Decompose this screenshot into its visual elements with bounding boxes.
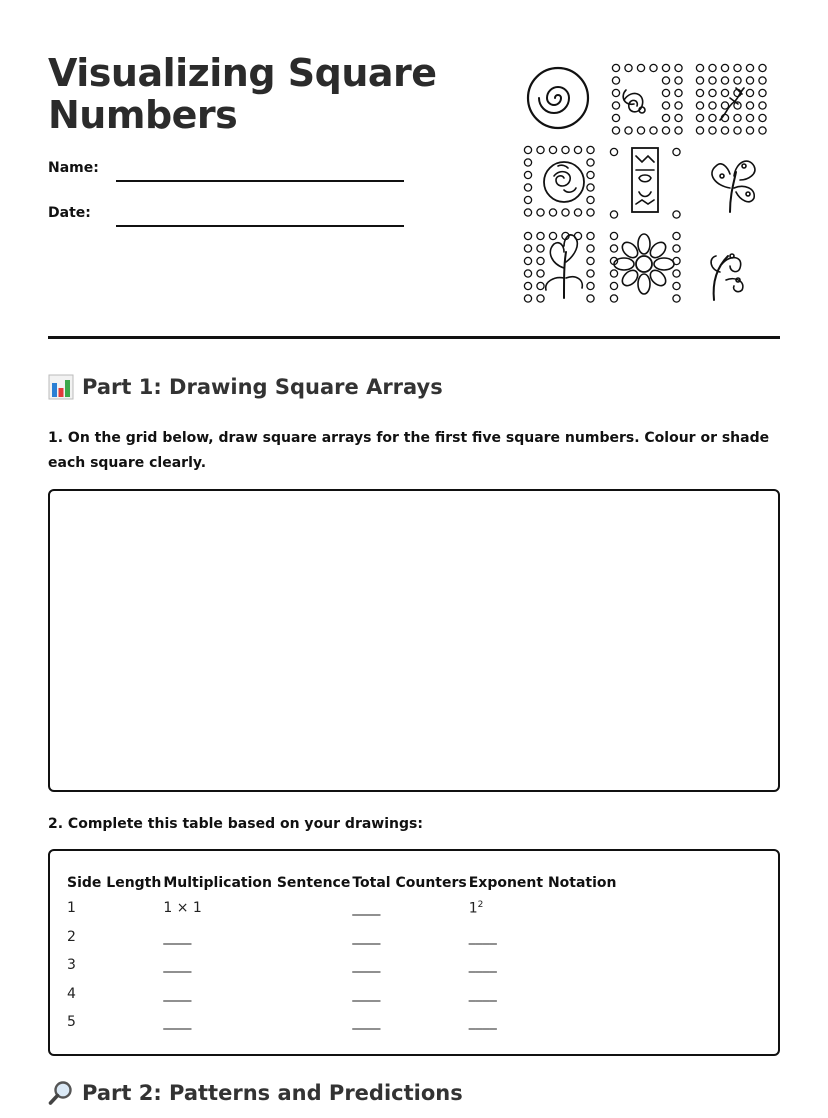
pattern-dot — [675, 77, 682, 84]
pattern-dot — [662, 89, 669, 96]
pattern-dot — [746, 127, 753, 134]
pattern-dot — [524, 270, 531, 277]
pattern-dot — [746, 102, 753, 109]
pattern-dot — [537, 257, 544, 264]
pattern-dot — [721, 89, 728, 96]
part2-heading-text: Part 2: Patterns and Predictions — [82, 1081, 463, 1105]
pattern-dot — [612, 77, 619, 84]
total-counters-cell[interactable]: ____ — [352, 957, 381, 974]
pattern-dot — [612, 64, 619, 71]
pattern-dot — [524, 257, 531, 264]
pattern-dot — [746, 114, 753, 121]
pattern-dot — [524, 232, 531, 239]
column-header: Multiplication Sentence — [163, 875, 351, 891]
pattern-dot — [610, 232, 617, 239]
pattern-dot — [696, 127, 703, 134]
pattern-dot — [650, 64, 657, 71]
table-row — [67, 951, 619, 980]
table-row — [67, 980, 619, 1009]
pattern-dot — [587, 295, 594, 302]
pattern-dot — [675, 89, 682, 96]
pattern-dot — [587, 184, 594, 191]
pattern-dot — [673, 270, 680, 277]
pattern-dot — [734, 127, 741, 134]
exponent-cell[interactable]: ____ — [468, 928, 497, 945]
pattern-dot — [709, 114, 716, 121]
pattern-dot — [574, 209, 581, 216]
total-counters-cell[interactable]: ____ — [352, 1014, 381, 1031]
table-row — [67, 1008, 619, 1037]
name-label: Name: — [48, 160, 99, 176]
pattern-dot — [721, 77, 728, 84]
pattern-dot — [759, 127, 766, 134]
pattern-dot — [696, 89, 703, 96]
pattern-dot — [675, 127, 682, 134]
square-numbers-table — [67, 872, 619, 1037]
side-length-cell: 1 — [67, 900, 76, 917]
bar-chart-icon — [48, 374, 74, 400]
multiplication-cell[interactable]: ____ — [163, 928, 192, 945]
side-length-cell: 4 — [67, 985, 76, 1002]
pattern-dot — [709, 127, 716, 134]
pattern-dot — [734, 77, 741, 84]
pattern-dot — [662, 102, 669, 109]
pattern-dot — [709, 77, 716, 84]
pattern-dot — [587, 282, 594, 289]
multiplication-cell[interactable]: ____ — [163, 957, 192, 974]
multiplication-cell: 1 × 1 — [163, 900, 202, 917]
pattern-dot — [612, 127, 619, 134]
pattern-dot — [549, 209, 556, 216]
pattern-dot — [662, 64, 669, 71]
pattern-dot — [673, 232, 680, 239]
pattern-dot — [746, 77, 753, 84]
pattern-dot — [587, 257, 594, 264]
exponent-cell — [469, 894, 619, 923]
pattern-dot — [709, 102, 716, 109]
pattern-dot — [574, 146, 581, 153]
pattern-dot — [549, 232, 556, 239]
pattern-dot — [524, 245, 531, 252]
multiplication-cell[interactable]: ____ — [163, 1014, 192, 1031]
magnifying-glass-icon — [48, 1080, 74, 1106]
pattern-dot — [746, 64, 753, 71]
column-header: Exponent Notation — [468, 875, 617, 891]
side-length-cell: 3 — [67, 957, 76, 974]
pattern-dot — [524, 159, 531, 166]
pattern-dot — [610, 295, 617, 302]
pattern-dot — [759, 114, 766, 121]
table-header-row — [67, 872, 619, 894]
pattern-dot — [537, 232, 544, 239]
pattern-dot — [562, 146, 569, 153]
pattern-dot — [587, 209, 594, 216]
pattern-dot — [524, 196, 531, 203]
pattern-dot — [675, 64, 682, 71]
pattern-dot — [721, 127, 728, 134]
pattern-dot — [524, 171, 531, 178]
multiplication-cell[interactable]: ____ — [163, 985, 192, 1002]
pattern-dot — [537, 295, 544, 302]
pattern-dot — [734, 114, 741, 121]
pattern-dot — [610, 211, 617, 218]
total-counters-cell[interactable]: ____ — [352, 928, 381, 945]
pattern-dot — [524, 146, 531, 153]
pattern-dot — [587, 159, 594, 166]
pattern-dot — [673, 148, 680, 155]
pattern-dot — [537, 282, 544, 289]
pattern-dot — [734, 64, 741, 71]
pattern-dot — [709, 64, 716, 71]
pattern-dot — [537, 245, 544, 252]
table-row — [67, 894, 619, 923]
pattern-dot — [696, 102, 703, 109]
exponent-cell[interactable]: ____ — [468, 957, 497, 974]
total-counters-cell[interactable]: ____ — [352, 900, 381, 917]
question-1: 1. On the grid below, draw square arrays for the first five square numbers. Colour or shade each square clearly. — [48, 430, 770, 471]
question-2: 2. Complete this table based on your drawings: — [48, 816, 423, 832]
pattern-dot — [721, 64, 728, 71]
pattern-dot — [662, 127, 669, 134]
pattern-dot — [662, 77, 669, 84]
pattern-dot — [696, 77, 703, 84]
pattern-dot — [587, 232, 594, 239]
pattern-dot — [759, 102, 766, 109]
column-header: Total Counters — [352, 875, 467, 891]
pattern-dot — [524, 295, 531, 302]
total-counters-cell[interactable]: ____ — [352, 985, 381, 1002]
table-row — [67, 923, 619, 952]
pattern-dot — [524, 209, 531, 216]
pattern-dot — [759, 77, 766, 84]
decorative-pattern-illustration — [520, 58, 770, 306]
pattern-dot — [696, 64, 703, 71]
column-header: Side Length — [67, 875, 162, 891]
pattern-dot — [637, 64, 644, 71]
pattern-dot — [549, 146, 556, 153]
pattern-dot — [696, 114, 703, 121]
part1-heading-text: Part 1: Drawing Square Arrays — [82, 375, 443, 399]
pattern-dot — [587, 196, 594, 203]
drawing-area[interactable] — [48, 489, 780, 792]
pattern-dot — [612, 114, 619, 121]
exponent-cell[interactable]: ____ — [468, 985, 497, 1002]
pattern-dot — [650, 127, 657, 134]
pattern-dot — [537, 146, 544, 153]
pattern-dot — [625, 127, 632, 134]
header-divider — [48, 336, 780, 339]
date-label: Date: — [48, 205, 91, 221]
pattern-dot — [610, 270, 617, 277]
pattern-dot — [524, 282, 531, 289]
pattern-dot — [612, 89, 619, 96]
pattern-dot — [637, 127, 644, 134]
pattern-dot — [746, 89, 753, 96]
table-container — [48, 849, 780, 1056]
pattern-dot — [610, 148, 617, 155]
part2-heading — [48, 1080, 463, 1106]
pattern-dot — [709, 89, 716, 96]
pattern-dot — [612, 102, 619, 109]
pattern-dot — [524, 184, 531, 191]
pattern-dot — [759, 89, 766, 96]
page-title: Visualizing Square Numbers — [48, 51, 437, 137]
pattern-dot — [537, 270, 544, 277]
pattern-dot — [759, 64, 766, 71]
pattern-dot — [673, 211, 680, 218]
pattern-dot — [675, 102, 682, 109]
pattern-dot — [662, 114, 669, 121]
pattern-dot — [675, 114, 682, 121]
pattern-dot — [610, 282, 617, 289]
pattern-dot — [610, 245, 617, 252]
date-field[interactable] — [116, 225, 404, 227]
pattern-dot — [587, 270, 594, 277]
pattern-dot — [673, 245, 680, 252]
pattern-dot — [587, 146, 594, 153]
name-field[interactable] — [116, 180, 404, 182]
pattern-dot — [587, 245, 594, 252]
pattern-dot — [562, 209, 569, 216]
pattern-dot — [673, 282, 680, 289]
pattern-dot — [537, 209, 544, 216]
exponent-power: 2 — [477, 899, 484, 910]
pattern-dot — [625, 64, 632, 71]
exponent-base: 1 — [468, 900, 478, 917]
part1-heading — [48, 374, 443, 400]
side-length-cell: 5 — [67, 1014, 76, 1031]
exponent-cell[interactable]: ____ — [468, 1014, 497, 1031]
pattern-dot — [673, 295, 680, 302]
pattern-dot — [587, 171, 594, 178]
side-length-cell: 2 — [67, 928, 76, 945]
